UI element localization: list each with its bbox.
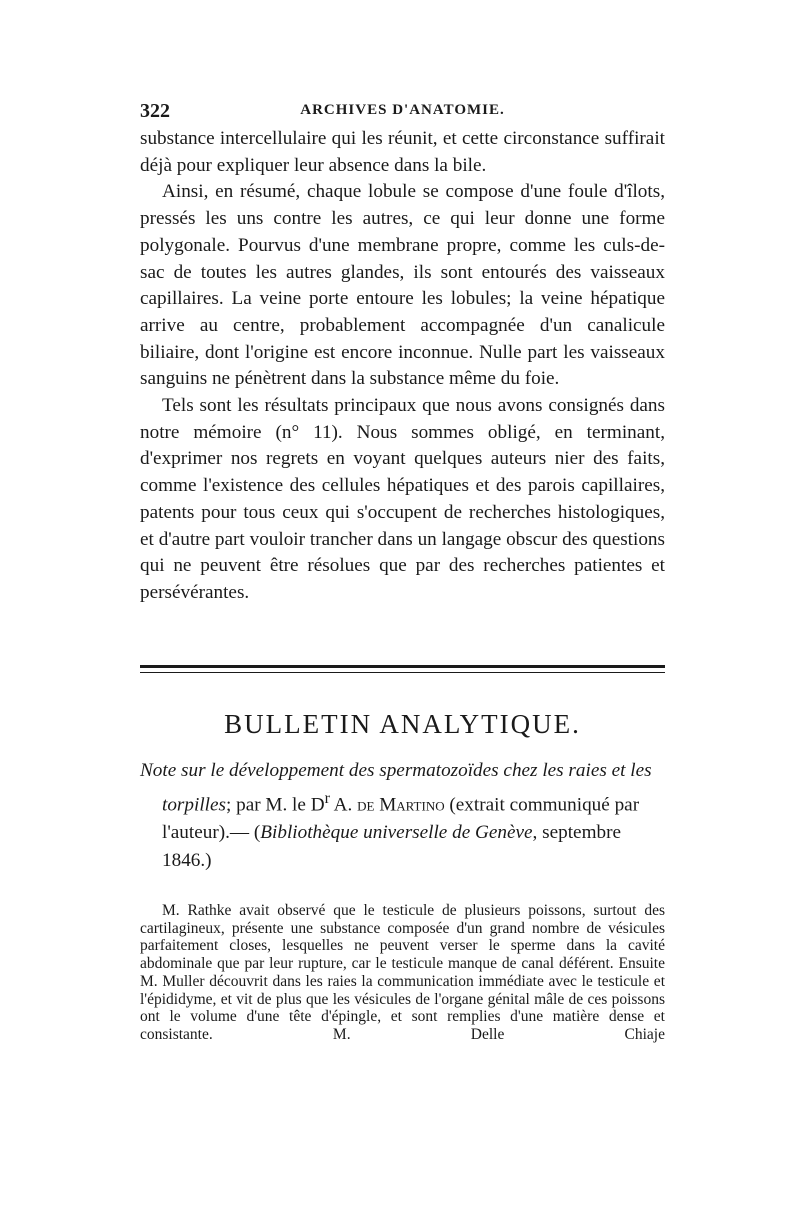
abstract-text: M. Rathke avait observé que le testicule de plusieurs poissons, surtout des cartilagineux, présente une substance composée d'un grand nombre de vésicules parfaitement closes, lesquelles ne peuvent verser le sperme dans la cavité abdominale que par leur rupture, car le testicule manque de canal déférent. Ensuite M. Muller découvrit dans les raies la communication immédiate avec le testicule et l'épididyme, et vit de plus que les vésicules de l'organe génital mâle de ces poissons ont le volume d'une tête d'épingle, et sont remplies d'une matière dense et consistante. M. Delle Chiaje <box>140 902 665 1043</box>
section-title: BULLETIN ANALYTIQUE. <box>224 709 581 739</box>
running-title: ARCHIVES D'ANATOMIE. <box>300 102 505 118</box>
body-text <box>140 126 665 607</box>
citation-source: Bibliothèque universelle de Genève <box>260 822 533 844</box>
page-header <box>140 100 665 124</box>
paragraph-continuation: substance intercellulaire qui les réunit, et cette circonstance suffirait déjà pour expliquer leur absence dans la bile. <box>140 128 665 176</box>
citation-entry <box>140 757 665 875</box>
citation-note: (extrait communiqué par l'auteur).— ( <box>162 794 640 844</box>
citation-by: ; par M. le D <box>225 794 325 816</box>
citation-date: , septembre 1846.) <box>162 822 621 872</box>
citation <box>140 757 665 875</box>
citation-dr-superscript: r <box>324 790 330 807</box>
section-divider <box>140 665 665 673</box>
page-number: 322 <box>140 100 170 122</box>
abstract <box>140 902 665 1044</box>
divider-thin-rule <box>140 672 665 673</box>
paragraph-conclusion: Tels sont les résultats principaux que nous avons consignés dans notre mémoire (n° 11). Nous sommes obligé, en terminant, d'exprimer nos regrets en voyant quelques auteurs nier des faits, comme l'existence des cellules hépatiques et des parois capillaires, patents pour tous ceux qui s'occupent de recherches histologiques, et d'autre part vouloir trancher dans un langage obscur des questions qui ne peuvent être résolues que par des recherches patientes et persévérantes. <box>140 395 665 603</box>
citation-author-initial: A. <box>329 794 358 816</box>
paragraph-summary: Ainsi, en résumé, chaque lobule se compose d'une foule d'îlots, pressés les uns contre les autres, ce qui leur donne une forme polygonale. Pourvus d'une membrane propre, comme les culs-de-sac de toutes les autres glandes, ils sont entourés des vaisseaux capillaires. La veine porte entoure les lobules; la veine hépatique arrive au centre, probablement accompagnée d'un canalicule biliaire, dont l'origine est encore inconnue. Nulle part les vaisseaux sanguins ne pénètrent dans la substance même du foie. <box>140 181 665 390</box>
citation-title: Note sur le développement des spermatozoïdes chez les raies et les torpilles <box>140 760 652 816</box>
citation-author-name: de Martino <box>357 794 445 816</box>
divider-thick-rule <box>140 665 665 668</box>
